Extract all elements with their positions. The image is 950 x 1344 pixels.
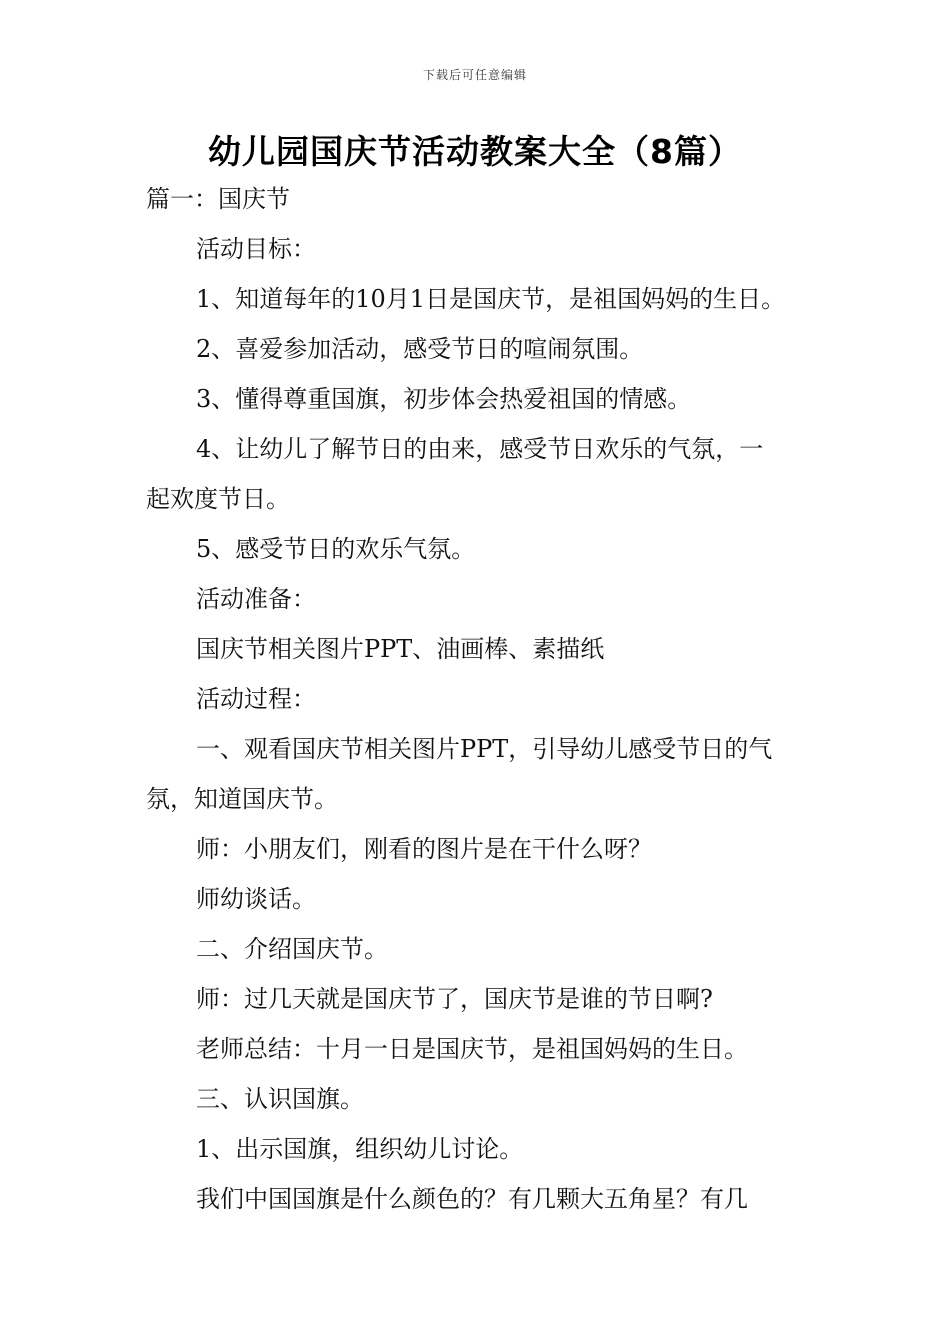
paragraph-line: 1、出示国旗，组织幼儿讨论。 <box>196 1135 524 1163</box>
paragraph-line: 4、让幼儿了解节日的由来，感受节日欢乐的气氛，一 <box>196 435 764 463</box>
paragraph-line: 师：过几天就是国庆节了，国庆节是谁的节日啊? <box>196 985 713 1013</box>
paragraph-line: 国庆节相关图片PPT、油画棒、素描纸 <box>196 635 605 663</box>
paragraph-line: 5、感受节日的欢乐气氛。 <box>196 535 476 563</box>
paragraph-line: 一、观看国庆节相关图片PPT，引导幼儿感受节日的气 <box>196 735 773 763</box>
paragraph-line: 氛，知道国庆节。 <box>146 785 338 813</box>
header-note: 下载后可任意编辑 <box>422 68 527 82</box>
paragraph-line: 师幼谈话。 <box>196 885 316 913</box>
paragraph-line: 活动准备： <box>196 585 316 613</box>
paragraph-line: 2、喜爱参加活动，感受节日的喧闹氛围。 <box>196 335 644 363</box>
paragraph-line: 活动目标： <box>196 235 316 263</box>
paragraph-line: 我们中国国旗是什么颜色的？有几颗大五角星？有几 <box>196 1185 748 1213</box>
paragraph-line: 起欢度节日。 <box>146 485 290 513</box>
paragraph-line: 老师总结：十月一日是国庆节，是祖国妈妈的生日。 <box>196 1035 748 1063</box>
paragraph-line: 1、知道每年的10月1日是国庆节，是祖国妈妈的生日。 <box>196 285 786 313</box>
paragraph-line: 师：小朋友们，刚看的图片是在干什么呀？ <box>196 835 652 863</box>
paragraph-line: 3、懂得尊重国旗，初步体会热爱祖国的情感。 <box>196 385 692 413</box>
paragraph-line: 二、介绍国庆节。 <box>196 935 388 963</box>
document-title: 幼儿园国庆节活动教案大全（8篇） <box>208 132 742 171</box>
paragraph-line: 三、认识国旗。 <box>196 1085 364 1113</box>
section-heading: 篇一：国庆节 <box>146 185 290 213</box>
paragraph-line: 活动过程： <box>196 685 316 713</box>
